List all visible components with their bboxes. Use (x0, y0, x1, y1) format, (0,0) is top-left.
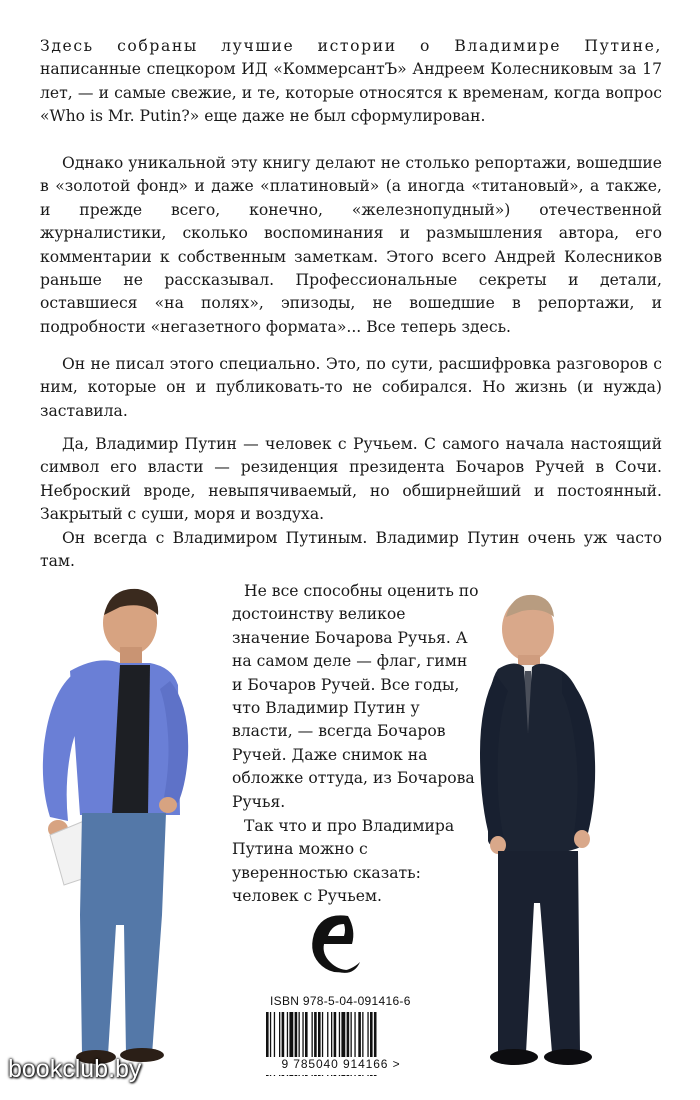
jeans (80, 813, 166, 1055)
intro-paragraph (40, 35, 662, 129)
paragraph-2: Однако уникальной эту книгу делают не столько репортажи, вошедшие в «золотой фонд» и даже «платиновый» (а иногда «титановый», а также, и прежде всего, конечно, «железнопудный») отечественной журналистики, сколько воспоминания и размышления автора, его комментарии к собственным заметкам. Этого всего Андрей Колесников раньше не рассказывал. Профессиональные секреты и детали, оставшиеся «на полях», эпизоды, не вошедшие в репортажи, и подробности «негазетного формата»... Все теперь здесь. (40, 154, 662, 336)
paragraph-3: Он не писал этого специально. Это, по сути, расшифровка разговоров с ним, которые он и публиковать-то не собирался. Но жизнь (и нужда) заставила. (40, 355, 662, 420)
barcode-digits: 9 785040 914166 > (262, 1057, 420, 1075)
putin-photo (478, 583, 678, 1073)
paragraph-5: Он всегда с Владимиром Путиным. Владимир Путин очень уж часто там. (40, 529, 662, 571)
paragraph-4: Да, Владимир Путин — человек с Ручьем. С самого начала настоящий символ его власти — резиденция президента Бочаров Ручей в Сочи. Неброский вроде, невыпячиваемый, но обширнейший и постоянный. Закрытый с суши, моря и воздуха. (40, 435, 662, 524)
intro-rest: написанные спецкором ИД «КоммерсантЪ» Андреем Колесниковым за 17 лет, — и самые свежие, и те, которые относятся к временам, когда вопрос «Who is Mr. Putin?» еще даже не был сформулирован. (40, 60, 662, 126)
intro-first-words: Здесь собраны лучшие истории о Владимире Путине, (40, 37, 662, 55)
watermark: bookclub.by (8, 1055, 142, 1083)
isbn-label: ISBN 978-5-04-091416-6 (270, 994, 411, 1008)
center-text-1: Не все способны оценить по достоинству великое значение Бочарова Ручья. А на самом деле — флаг, гимн и Бочаров Ручей. Все годы, что Владимир Путин у власти, — всегда Бочаров Ручей. Даже снимок на обложке оттуда, из Бочарова Ручья. (232, 582, 479, 811)
publisher-logo-icon (304, 910, 366, 980)
author-photo (20, 585, 200, 1065)
center-text-2: Так что и про Владимира Путина можно с уверенностью сказать: человек с Ручьем. (232, 817, 455, 906)
